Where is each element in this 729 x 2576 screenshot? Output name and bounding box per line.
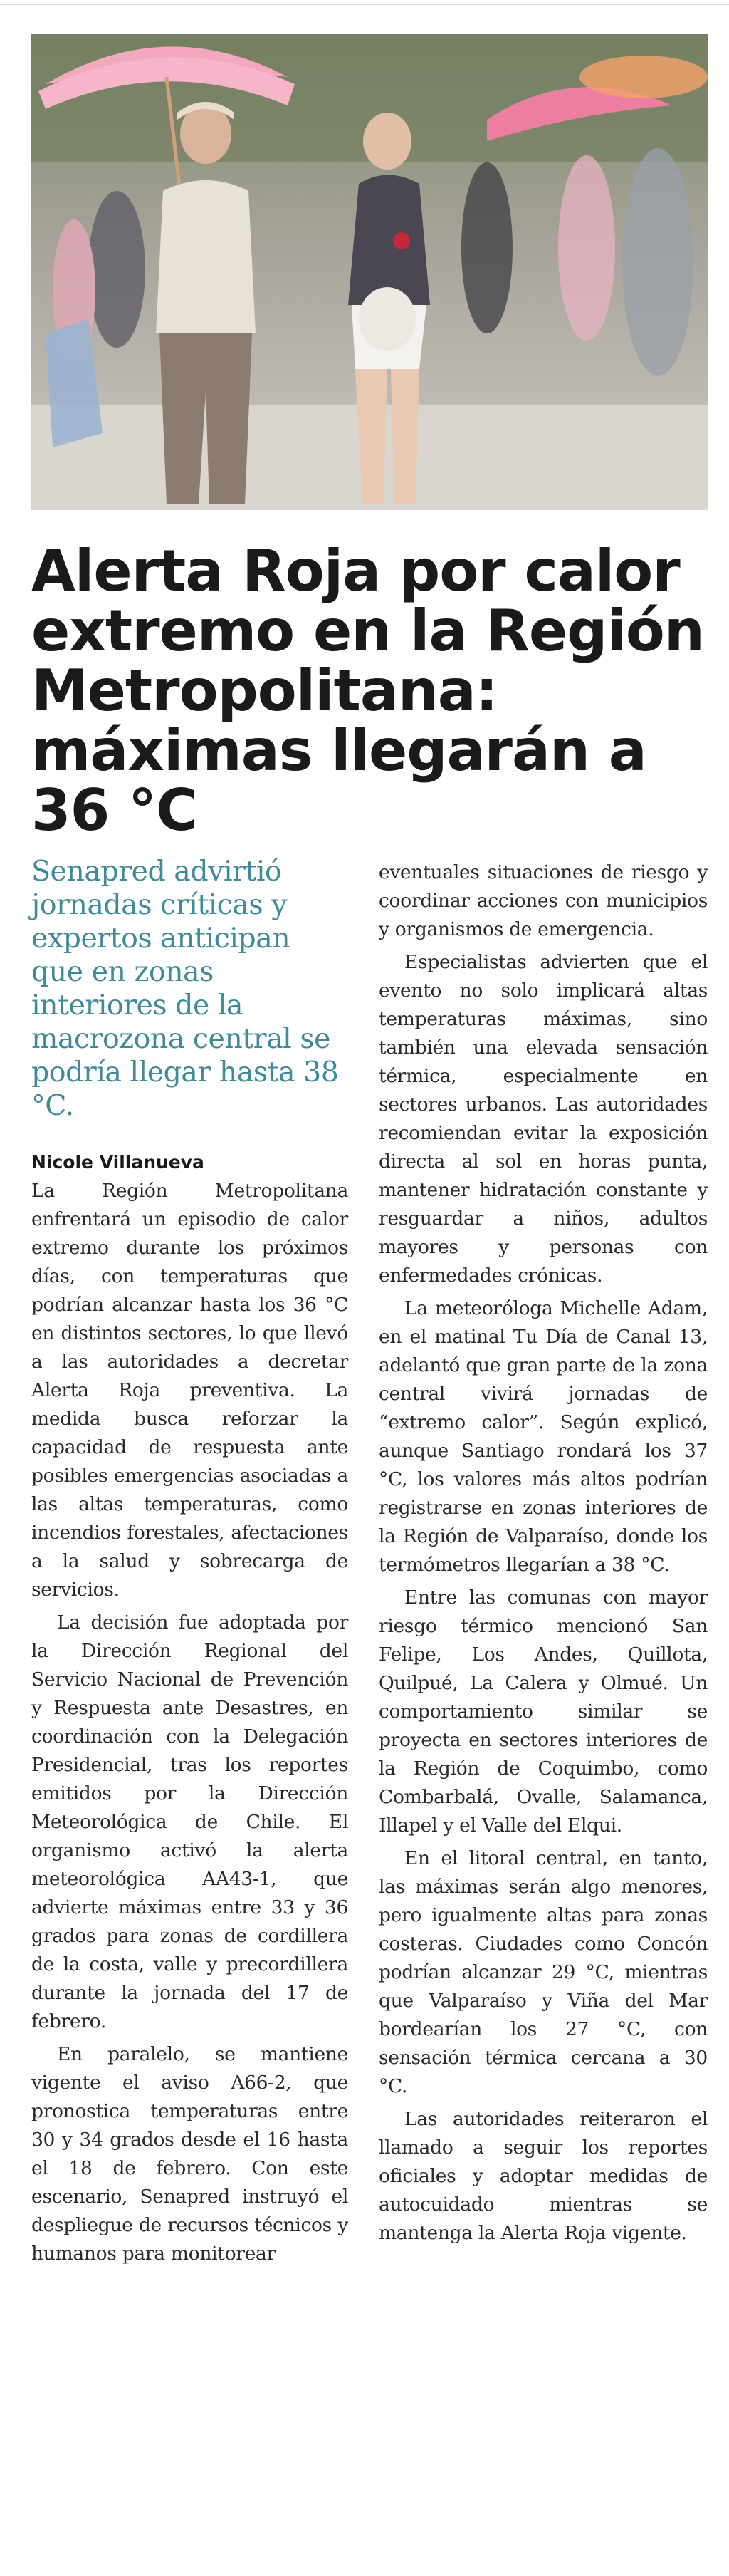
body-paragraph: eventuales situaciones de riesgo y coordinar acciones con municipios y organismos de emergencia. — [379, 861, 708, 940]
body-paragraph: En paralelo, se mantiene vigente el aviso A66-2, que pronostica temperaturas entre 30 y 34 grados desde el 16 hasta el 18 de febrero. Con este escenario, Senapred instruyó el despliegue de recursos técnicos y humanos para monitorear — [31, 2043, 348, 2265]
body-paragraph: La meteoróloga Michelle Adam, en el matinal Tu Día de Canal 13, adelantó que gran parte de la zona central vivirá jornadas de “extremo calor”. Según explicó, aunque Santiago rondará los 37 °C, los valores más altos podrían registrarse en zonas interiores de la Región de Valparaíso, donde los termómetros llegarían a 38 °C. — [379, 1297, 708, 1576]
body-paragraph: En el litoral central, en tanto, las máximas serán algo menores, pero igualmente altas para zonas costeras. Ciudades como Concón podrían alcanzar 29 °C, mientras que Valparaíso y Viña del Mar bordearían los 27 °C, con sensación térmica cercana a 30 °C. — [379, 1847, 708, 2097]
left-column — [31, 855, 348, 2268]
right-column — [379, 858, 708, 2248]
street-photo-pedestrians-umbrellas-icon — [31, 34, 708, 510]
article-headline: Alerta Roja por calor extremo en la Región Metropolitana: máximas llegarán a 36 °C — [31, 538, 704, 843]
body-paragraph: Entre las comunas con mayor riesgo térmico mencionó San Felipe, Los Andes, Quillota, Quilpué, La Calera y Olmué. Un comportamiento similar se proyecta en sectores interiores de la Región de Coquimbo, como Combarbalá, Ovalle, Salamanca, Illapel y el Valle del Elqui. — [379, 1586, 708, 1837]
article-lead: Senapred advirtió jornadas críticas y expertos anticipan que en zonas interiores de la macrozona central se podría llegar hasta 38 °C. — [31, 855, 339, 1122]
body-paragraph: Especialistas advierten que el evento no solo implicará altas temperaturas máximas, sino también una elevada sensación térmica, especialmente en sectores urbanos. Las autoridades recomiendan evitar la exposición directa al sol en horas punta, mantener hidratación constante y resguardar a niños, adultos mayores y personas con enfermedades crónicas. — [379, 951, 708, 1287]
body-paragraph: La decisión fue adoptada por la Dirección Regional del Servicio Nacional de Prevención y Respuesta ante Desastres, en coordinación con la Delegación Presidencial, tras los reportes emitidos por la Dirección Meteorológica de Chile. El organismo activó la alerta meteorológica AA43-1, que advierte máximas entre 33 y 36 grados para zonas de cordillera de la costa, valle y precordillera durante la jornada del 17 de febrero. — [31, 1611, 348, 2032]
body-paragraph: Las autoridades reiteraron el llamado a seguir los reportes oficiales y adoptar medidas de autocuidado mientras se mantenga la Alerta Roja vigente. — [379, 2108, 708, 2244]
top-rule — [0, 4, 729, 5]
article-author: Nicole Villanueva — [31, 1152, 204, 1173]
article-photo — [31, 34, 708, 510]
body-paragraph: La Región Metropolitana enfrentará un episodio de calor extremo durante los próximos días, con temperaturas que podrían alcanzar hasta los 36 °C en distintos sectores, lo que llevó a las autoridades a decretar Alerta Roja preventiva. La medida busca reforzar la capacidad de respuesta ante posibles emergencias asociadas a las altas temperaturas, como incendios forestales, afectaciones a la salud y sobrecarga de servicios. — [31, 1180, 348, 1601]
